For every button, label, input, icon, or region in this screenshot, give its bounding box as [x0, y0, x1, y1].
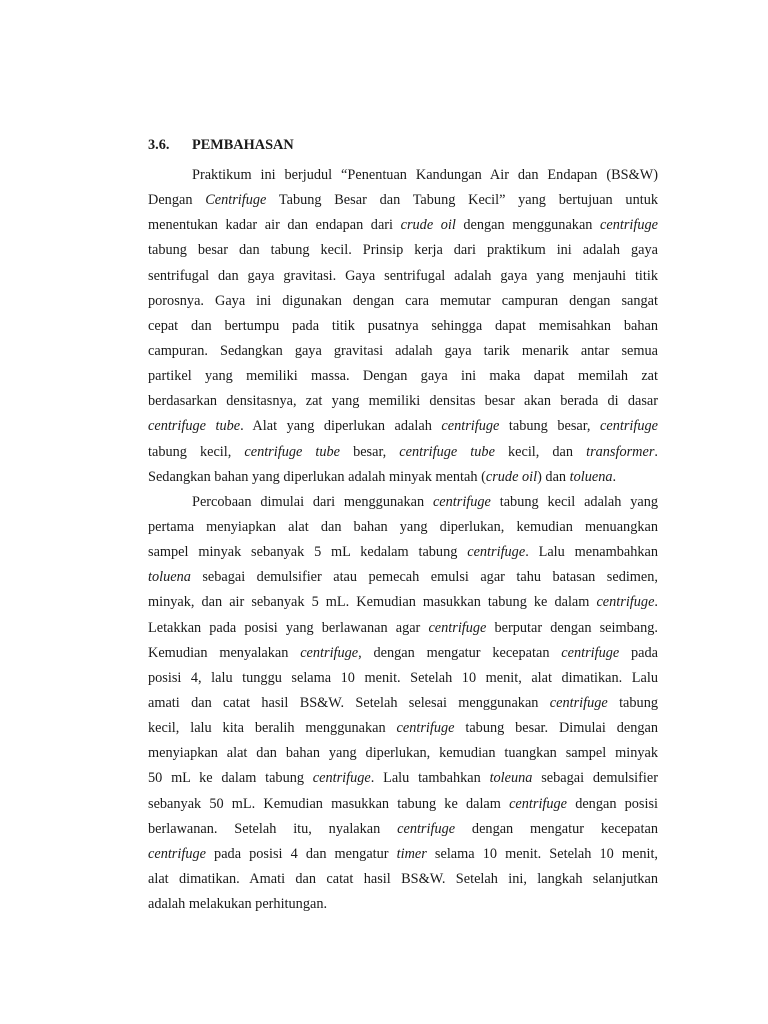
text-line [148, 339, 658, 364]
document-page [148, 138, 658, 917]
text-segment: pertama menyiapkan alat dan bahan yang diperlukan, kemudian menuangkan [148, 518, 658, 535]
text-segment: Letakkan pada posisi yang berlawanan agar [148, 619, 429, 636]
text-segment: menentukan kadar air dan endapan dari [148, 217, 401, 234]
text-line [148, 565, 658, 590]
text-segment: selama 10 menit. Setelah 10 menit, [426, 845, 658, 862]
text-line [148, 641, 658, 666]
text-segment: alat dimatikan. Amati dan catat hasil BS&W. Setelah ini, langkah selanjutkan [148, 870, 658, 887]
italic-term: centrifuge [441, 418, 500, 435]
text-segment: adalah melakukan perhitungan. [148, 896, 328, 913]
italic-term: centrifuge [428, 619, 487, 636]
text-line [148, 766, 658, 791]
text-segment: kecil, lalu kita beralih menggunakan [148, 720, 397, 737]
text-segment: Praktikum ini berjudul “Penentuan Kandungan Air dan Endapan (BS&W) [192, 167, 658, 183]
italic-term: toluena [148, 569, 191, 586]
text-segment: pada [619, 644, 658, 661]
text-segment: tabung [607, 694, 658, 711]
text-segment: . Alat yang diperlukan adalah [240, 418, 442, 435]
text-segment: porosnya. Gaya ini digunakan dengan cara memutar campuran dengan sangat [148, 292, 658, 309]
text-segment: kecil, dan [494, 443, 587, 460]
text-segment: . Lalu tambahkan [370, 770, 490, 787]
text-line [148, 590, 658, 615]
text-segment: dengan menggunakan [455, 217, 601, 234]
text-line [148, 314, 658, 339]
italic-term: crude oil [485, 468, 538, 485]
text-line [148, 213, 658, 238]
section-title: PEMBAHASAN [192, 137, 294, 153]
text-line [148, 741, 658, 766]
text-segment: dengan mengatur kecepatan [455, 820, 658, 837]
text-line [148, 616, 658, 641]
text-line [148, 666, 658, 691]
text-segment: posisi 4, lalu tunggu selama 10 menit. Setelah 10 menit, alat dimatikan. Lalu [148, 669, 658, 686]
text-segment: berputar dengan seimbang. [486, 619, 658, 636]
text-segment: berdasarkan densitasnya, zat yang memiliki densitas besar akan berada di dasar [148, 393, 658, 410]
text-segment: . [654, 443, 658, 460]
text-segment: . [612, 468, 617, 485]
text-line [148, 716, 658, 741]
section-body [148, 163, 658, 917]
text-segment: sebagai demulsifier [532, 770, 658, 787]
text-segment: besar, [340, 443, 400, 460]
italic-term: timer [396, 845, 427, 862]
text-line [148, 414, 658, 439]
text-segment: dengan posisi [567, 795, 659, 812]
italic-term: centrifuge [561, 644, 620, 661]
text-line [148, 238, 658, 263]
text-line [148, 163, 658, 188]
paragraph [148, 163, 658, 490]
italic-term: centrifuge [312, 770, 371, 787]
section-number: 3.6. [148, 137, 170, 153]
text-segment: berlawanan. Setelah itu, nyalakan [148, 820, 398, 837]
italic-term: centrifuge [397, 820, 456, 837]
italic-term: centrifuge tube [399, 443, 495, 460]
italic-term: Centrifuge [205, 192, 267, 209]
text-segment: partikel yang memiliki massa. Dengan gaya ini maka dapat memilah zat [148, 368, 658, 385]
italic-term: centrifuge [467, 544, 526, 561]
paragraph [148, 490, 658, 917]
section-heading [148, 138, 658, 152]
text-line [148, 515, 658, 540]
text-line [148, 188, 658, 213]
text-segment: ) dan [537, 468, 570, 485]
italic-term: crude oil [400, 217, 456, 234]
italic-term: transformer [586, 443, 655, 460]
text-segment: . Lalu menambahkan [525, 544, 658, 561]
text-segment: Tabung Besar dan Tabung Kecil” yang bertujuan untuk [266, 192, 658, 209]
text-segment: cepat dan bertumpu pada titik pusatnya sehingga dapat memisahkan bahan [148, 317, 658, 334]
italic-term: centrifuge [600, 217, 658, 234]
italic-term: toleuna [489, 770, 533, 787]
text-segment: tabung besar dan tabung kecil. Prinsip kerja dari praktikum ini adalah gaya [148, 242, 658, 259]
text-segment: Dengan [148, 192, 206, 209]
text-segment: campuran. Sedangkan gaya gravitasi adalah gaya tarik menarik antar semua [148, 342, 658, 359]
text-segment: sebanyak 50 mL. Kemudian masukkan tabung ke dalam [148, 795, 510, 812]
italic-term: centrifuge [509, 795, 568, 812]
text-segment: sebagai demulsifier atau pemecah emulsi agar tahu batasan sedimen, [190, 569, 658, 586]
text-segment: sampel minyak sebanyak 5 mL kedalam tabung [148, 544, 468, 561]
text-segment: Kemudian menyalakan [148, 644, 301, 661]
text-line [148, 440, 658, 465]
text-segment: 50 mL ke dalam tabung [148, 770, 313, 787]
italic-term: centrifuge tube [148, 418, 241, 435]
text-line [148, 389, 658, 414]
text-line [148, 792, 658, 817]
text-segment: amati dan catat hasil BS&W. Setelah selesai menggunakan [148, 694, 550, 711]
italic-term: centrifuge [596, 594, 655, 611]
italic-term: centrifuge [396, 720, 455, 737]
text-segment: . [654, 594, 658, 611]
text-segment: pada posisi 4 dan mengatur [205, 845, 397, 862]
text-segment: tabung besar. Dimulai dengan [454, 720, 658, 737]
text-line [148, 264, 658, 289]
italic-term: centrifuge [600, 418, 658, 435]
text-line [148, 364, 658, 389]
text-line [148, 892, 658, 917]
text-line [148, 842, 658, 867]
text-segment: tabung besar, [499, 418, 601, 435]
italic-term: centrifuge [300, 644, 359, 661]
italic-term: centrifuge [549, 694, 608, 711]
text-segment: Percobaan dimulai dari menggunakan [192, 493, 433, 510]
text-segment: minyak, dan air sebanyak 5 mL. Kemudian masukkan tabung ke dalam [148, 594, 597, 611]
italic-term: centrifuge tube [244, 443, 341, 460]
text-line [148, 465, 658, 490]
text-line [148, 691, 658, 716]
italic-term: centrifuge [432, 493, 491, 510]
italic-term: toluena [569, 468, 613, 485]
italic-term: centrifuge [148, 845, 206, 862]
text-line [148, 490, 658, 515]
text-segment: menyiapkan alat dan bahan yang diperlukan, kemudian tuangkan sampel minyak [148, 745, 658, 762]
text-line [148, 817, 658, 842]
text-line [148, 867, 658, 892]
text-segment: tabung kecil adalah yang [490, 493, 658, 510]
text-line [148, 540, 658, 565]
text-line [148, 289, 658, 314]
text-segment: Sedangkan bahan yang diperlukan adalah minyak mentah ( [148, 468, 486, 485]
text-segment: tabung kecil, [148, 443, 245, 460]
text-segment: sentrifugal dan gaya gravitasi. Gaya sentrifugal adalah gaya yang menjauhi titik [148, 267, 658, 284]
text-segment: , dengan mengatur kecepatan [358, 644, 562, 661]
